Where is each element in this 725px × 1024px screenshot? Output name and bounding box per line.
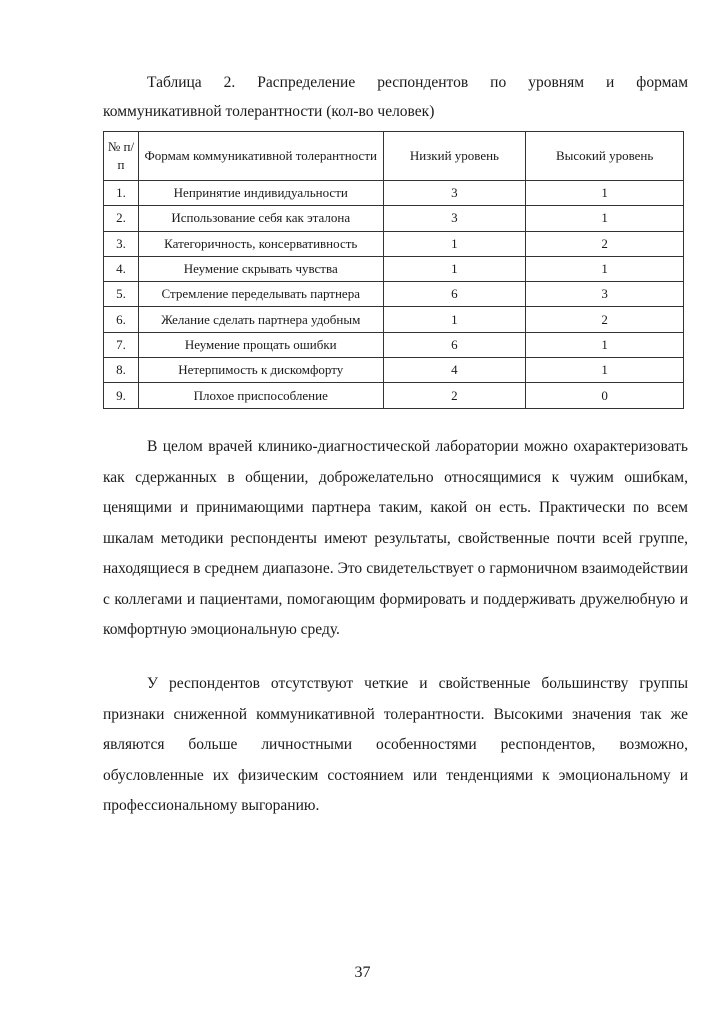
cell-form: Категоричность, консервативность <box>138 231 383 256</box>
cell-form: Стремление переделывать партнера <box>138 282 383 307</box>
cell-high: 2 <box>526 307 684 332</box>
page-number: 37 <box>354 964 371 981</box>
tolerance-table <box>103 131 684 409</box>
table-row <box>104 358 684 383</box>
table-row <box>104 181 684 206</box>
cell-num: 2. <box>104 206 139 231</box>
cell-low: 1 <box>383 256 526 281</box>
cell-high: 2 <box>526 231 684 256</box>
table-caption-line-1: Таблица 2. Распределение респондентов по уровням и формам <box>147 74 688 91</box>
body-paragraph-2: У респондентов отсутствуют четкие и свойственные большинству группы признаки сниженной коммуникативной толерантности. Высокими значения так же являются больше личностными особенностями респондентов, возможно, обусловленные их физическим состоянием или тенденциями к эмоциональному и профессиональному выгоранию. <box>103 675 688 814</box>
cell-num: 4. <box>104 256 139 281</box>
cell-low: 3 <box>383 181 526 206</box>
table-row <box>104 383 684 408</box>
cell-num: 5. <box>104 282 139 307</box>
header-high: Высокий уровень <box>526 132 684 181</box>
cell-low: 4 <box>383 358 526 383</box>
cell-form: Нетерпимость к дискомфорту <box>138 358 383 383</box>
cell-high: 1 <box>526 358 684 383</box>
cell-num: 6. <box>104 307 139 332</box>
cell-form: Плохое приспособление <box>138 383 383 408</box>
table-row <box>104 256 684 281</box>
cell-high: 1 <box>526 332 684 357</box>
header-low: Низкий уровень <box>383 132 526 181</box>
cell-num: 8. <box>104 358 139 383</box>
cell-form: Использование себя как эталона <box>138 206 383 231</box>
table-header-row <box>104 132 684 181</box>
table-row <box>104 307 684 332</box>
header-num: № п/п <box>104 132 139 181</box>
cell-form: Непринятие индивидуальности <box>138 181 383 206</box>
cell-num: 1. <box>104 181 139 206</box>
cell-num: 3. <box>104 231 139 256</box>
cell-high: 1 <box>526 181 684 206</box>
cell-form: Неумение прощать ошибки <box>138 332 383 357</box>
cell-num: 7. <box>104 332 139 357</box>
cell-form: Неумение скрывать чувства <box>138 256 383 281</box>
table-row <box>104 332 684 357</box>
cell-low: 1 <box>383 307 526 332</box>
table-row <box>104 206 684 231</box>
cell-low: 6 <box>383 332 526 357</box>
cell-form: Желание сделать партнера удобным <box>138 307 383 332</box>
body-paragraph-1: В целом врачей клинико-диагностической лаборатории можно охарактеризовать как сдержанных в общении, доброжелательно относящимися к чужим ошибкам, ценящими и принимающими партнера таким, какой он есть. Практически по всем шкалам методики респонденты имеют результаты, свойственные почти всей группе, находящиеся в среднем диапазоне. Это свидетельствует о гармоничном взаимодействии с коллегами и пациентами, помогающим формировать и поддерживать дружелюбную и комфортную эмоциональную среду. <box>103 438 688 638</box>
cell-high: 0 <box>526 383 684 408</box>
cell-high: 1 <box>526 256 684 281</box>
cell-high: 1 <box>526 206 684 231</box>
cell-low: 3 <box>383 206 526 231</box>
cell-high: 3 <box>526 282 684 307</box>
table-row <box>104 231 684 256</box>
table-row <box>104 282 684 307</box>
cell-num: 9. <box>104 383 139 408</box>
header-form: Формам коммуникативной толерантности <box>138 132 383 181</box>
cell-low: 2 <box>383 383 526 408</box>
cell-low: 1 <box>383 231 526 256</box>
table-caption-line-2: коммуникативной толерантности (кол-во человек) <box>103 103 435 120</box>
cell-low: 6 <box>383 282 526 307</box>
table-caption <box>103 68 688 126</box>
